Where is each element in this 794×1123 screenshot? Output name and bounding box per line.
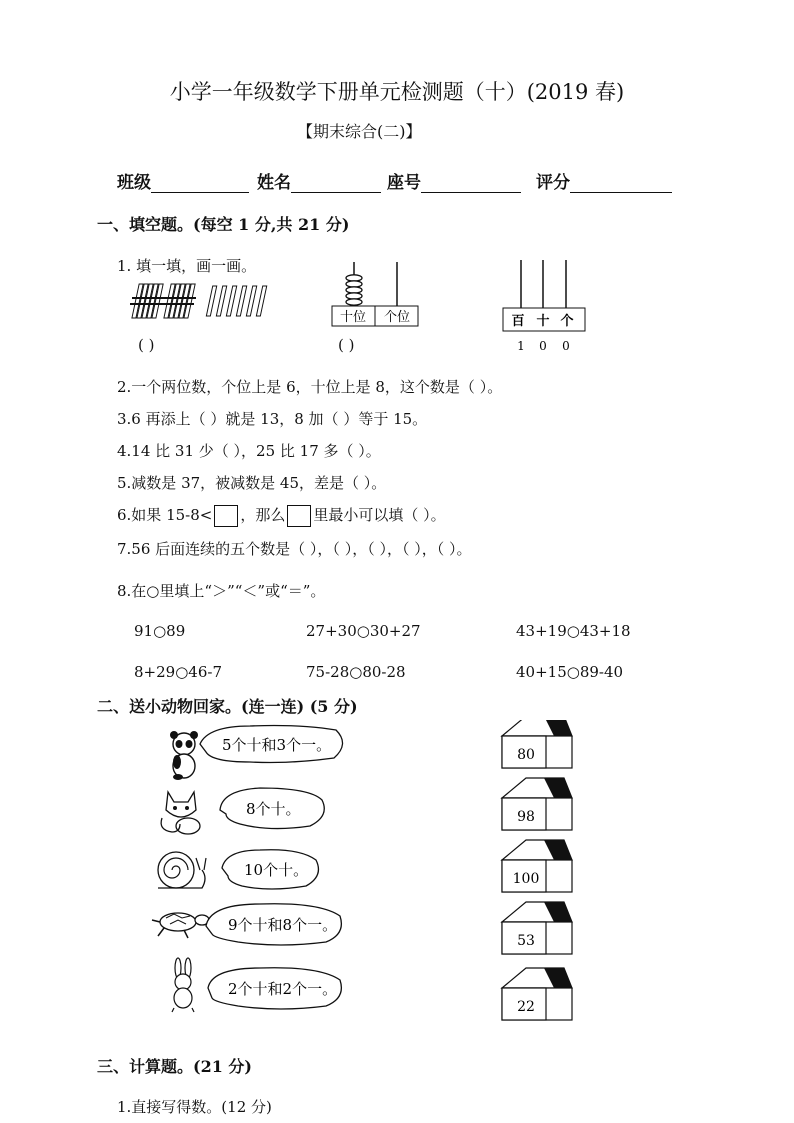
turtle-icon bbox=[152, 913, 209, 938]
comparison-5[interactable]: 75-28○80-28 bbox=[306, 663, 406, 681]
name-blank[interactable] bbox=[291, 174, 381, 193]
abacus2-digit-tens: 0 bbox=[539, 339, 547, 353]
rabbit-icon bbox=[172, 958, 194, 1012]
q5-text: 5.减数是 37，被减数是 45，差是（ ）。 bbox=[117, 474, 387, 492]
bubble-text-5: 2个十和2个一。 bbox=[228, 980, 338, 998]
q2-text: 2.一个两位数，个位上是 6，十位上是 8，这个数是（ ）。 bbox=[117, 378, 503, 396]
page-subtitle: 【期末综合(二)】 bbox=[297, 122, 422, 141]
bubble-text-3: 10个十。 bbox=[244, 861, 309, 879]
house-number-1: 80 bbox=[517, 747, 535, 763]
class-field bbox=[117, 168, 249, 193]
abacus1-label-ones: 个位 bbox=[383, 310, 411, 325]
q8-text: 8.在○里填上“＞”“＜”或“＝”。 bbox=[117, 582, 326, 600]
stick-bundle-1 bbox=[130, 284, 164, 318]
stick-bundle-2 bbox=[162, 284, 196, 318]
q7-text: 7.56 后面连续的五个数是（ ），（ ），（ ），（ ），（ ）。 bbox=[117, 540, 472, 558]
q1-blank-2[interactable]: ( ) bbox=[338, 336, 355, 354]
q1-text: 1. 填一填，画一画。 bbox=[117, 257, 257, 275]
house-2 bbox=[502, 778, 572, 830]
cat-icon bbox=[161, 792, 200, 834]
name-field bbox=[257, 168, 381, 193]
animals-houses-figure bbox=[150, 720, 590, 1030]
q6-part-c: 里最小可以填（ ）。 bbox=[313, 506, 446, 524]
house-number-3: 100 bbox=[512, 871, 540, 887]
house-5 bbox=[502, 968, 572, 1020]
section1-heading: 一、填空题。(每空 1 分,共 21 分) bbox=[97, 215, 350, 234]
bubble-text-1: 5个十和3个一。 bbox=[222, 736, 332, 754]
page-title: 小学一年级数学下册单元检测题（十）(2019 春) bbox=[169, 80, 625, 104]
bubble-text-2: 8个十。 bbox=[246, 800, 301, 818]
house-1 bbox=[502, 720, 572, 768]
comparison-1[interactable]: 91○89 bbox=[134, 622, 186, 640]
snail-icon bbox=[158, 852, 206, 888]
abacus2-label-hundreds: 百 bbox=[511, 314, 525, 329]
section3-heading: 三、计算题。(21 分) bbox=[97, 1057, 252, 1076]
comparison-6[interactable]: 40+15○89-40 bbox=[516, 663, 624, 681]
abacus2-digit-hundreds: 1 bbox=[517, 339, 525, 353]
abacus2-digit-ones: 0 bbox=[562, 339, 570, 353]
house-number-5: 22 bbox=[517, 999, 535, 1015]
abacus-hundreds bbox=[500, 258, 590, 358]
q6-part-b: ，那么 bbox=[240, 506, 286, 524]
score-label: 评分 bbox=[536, 173, 570, 193]
q4-text: 4.14 比 31 少（ ），25 比 17 多（ ）。 bbox=[117, 442, 381, 460]
class-blank[interactable] bbox=[151, 174, 249, 193]
house-4 bbox=[502, 902, 572, 954]
q6-part-a: 6.如果 15-8< bbox=[117, 506, 213, 524]
seat-blank[interactable] bbox=[421, 174, 521, 193]
s3-q1-text: 1.直接写得数。(12 分) bbox=[117, 1098, 272, 1116]
panda-icon bbox=[170, 731, 198, 780]
comparison-3[interactable]: 43+19○43+18 bbox=[516, 622, 631, 640]
class-label: 班级 bbox=[117, 173, 151, 193]
abacus2-label-tens: 十 bbox=[536, 314, 550, 329]
q3-text: 3.6 再添上（ ）就是 13，8 加（ ）等于 15。 bbox=[117, 410, 428, 428]
score-blank[interactable] bbox=[570, 174, 672, 193]
seat-field bbox=[387, 168, 521, 193]
single-sticks bbox=[206, 286, 266, 316]
q6-text bbox=[117, 504, 446, 527]
bubble-text-4: 9个十和8个一。 bbox=[228, 916, 338, 934]
q1-blank-1[interactable]: ( ) bbox=[138, 336, 155, 354]
seat-label: 座号 bbox=[387, 173, 421, 193]
abacus1-label-tens: 十位 bbox=[339, 310, 367, 325]
q6-answer-box[interactable] bbox=[214, 505, 238, 527]
score-field bbox=[536, 168, 672, 193]
comparison-4[interactable]: 8+29○46-7 bbox=[134, 663, 222, 681]
section2-heading: 二、送小动物回家。(连一连) (5 分) bbox=[97, 697, 358, 716]
stick-bundles-figure bbox=[130, 280, 280, 322]
abacus-beads bbox=[346, 275, 362, 305]
abacus2-label-ones: 个 bbox=[560, 314, 574, 329]
name-label: 姓名 bbox=[257, 173, 291, 193]
house-number-4: 53 bbox=[517, 933, 535, 949]
comparison-2[interactable]: 27+30○30+27 bbox=[306, 622, 421, 640]
abacus-tens-ones bbox=[330, 260, 420, 330]
q6-box-ref bbox=[287, 505, 311, 527]
house-number-2: 98 bbox=[517, 809, 535, 825]
